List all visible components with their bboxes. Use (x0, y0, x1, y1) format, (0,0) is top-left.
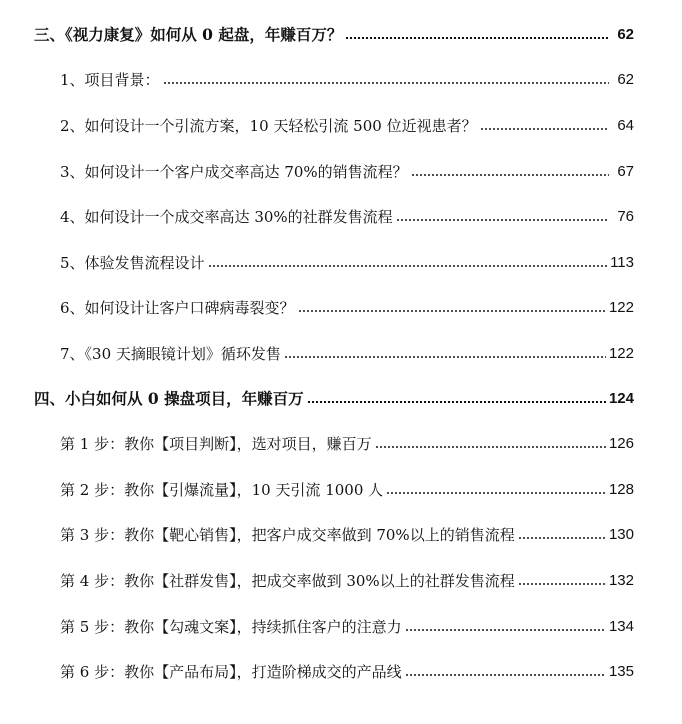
toc-entry-page: 126 (608, 434, 634, 452)
dot-leader (518, 583, 606, 585)
toc-entry-title: 5、体验发售流程设计 (60, 253, 205, 272)
dot-leader (163, 82, 609, 84)
toc-entry-title: 2、如何设计一个引流方案，10 天轻松引流 500 位近视患者？ (60, 116, 477, 135)
toc-entry-page: 135 (608, 662, 634, 680)
dot-leader (480, 128, 609, 130)
toc-entry-title: 第 5 步：教你【勾魂文案】，持续抓住客户的注意力 (60, 617, 402, 636)
toc-entry[interactable] (0, 64, 682, 94)
toc-entry-page: 130 (608, 525, 634, 543)
toc-entry-page: 132 (608, 571, 634, 589)
dot-leader (375, 446, 606, 448)
dot-leader (396, 219, 609, 221)
toc-entry[interactable] (0, 338, 682, 368)
dot-leader (405, 629, 606, 631)
toc-entry[interactable] (0, 519, 682, 549)
toc-entry-page: 76 (617, 207, 634, 225)
toc-entry[interactable] (0, 110, 682, 140)
dot-leader (411, 174, 609, 176)
toc-entry[interactable] (0, 611, 682, 641)
toc-entry[interactable] (0, 201, 682, 231)
dot-leader (386, 492, 606, 494)
toc-entry-page: 62 (617, 25, 634, 43)
toc-entry-page: 128 (608, 480, 634, 498)
dot-leader (518, 537, 606, 539)
toc-entry-title: 第 2 步：教你【引爆流量】，10 天引流 1000 人 (60, 480, 384, 499)
dot-leader (208, 265, 608, 267)
toc-entry[interactable] (0, 565, 682, 595)
toc-entry-page: 122 (608, 298, 634, 316)
toc-entry-title: 第 3 步：教你【靶心销售】，把客户成交率做到 70%以上的销售流程 (60, 525, 515, 544)
toc-entry-title: 6、如何设计让客户口碑病毒裂变？ (60, 298, 295, 317)
toc-entry-page: 62 (617, 70, 634, 88)
toc-entry-page: 113 (610, 253, 634, 271)
dot-leader (284, 356, 606, 358)
toc-entry-page: 67 (617, 162, 634, 180)
toc-entry-title: 1、项目背景： (60, 70, 160, 89)
toc-entry[interactable] (0, 656, 682, 686)
toc-entry[interactable] (0, 428, 682, 458)
toc-entry-title: 三、《视力康复》如何从 0 起盘，年赚百万？ (34, 25, 343, 44)
toc-entry[interactable] (0, 474, 682, 504)
toc-entry-title: 第 4 步：教你【社群发售】，把成交率做到 30%以上的社群发售流程 (60, 571, 515, 590)
toc-entry-section-3[interactable] (0, 19, 682, 49)
toc-entry-section-4[interactable] (0, 383, 682, 413)
toc-entry-page: 124 (608, 389, 634, 407)
toc-entry[interactable] (0, 292, 682, 322)
toc-entry-title: 3、如何设计一个客户成交率高达 70%的销售流程？ (60, 162, 408, 181)
dot-leader (345, 37, 609, 39)
toc-entry-page: 64 (617, 116, 634, 134)
toc-entry-title: 7、《30 天摘眼镜计划》循环发售 (60, 344, 281, 363)
toc-entry-title: 第 6 步：教你【产品布局】，打造阶梯成交的产品线 (60, 662, 402, 681)
dot-leader (405, 674, 606, 676)
toc-entry[interactable] (0, 247, 682, 277)
toc-entry-title: 4、如何设计一个成交率高达 30%的社群发售流程 (60, 207, 393, 226)
toc-entry-page: 134 (608, 617, 634, 635)
dot-leader (307, 401, 606, 403)
dot-leader (298, 310, 606, 312)
toc-entry[interactable] (0, 156, 682, 186)
toc-entry-title: 第 1 步：教你【项目判断】，选对项目，赚百万 (60, 434, 372, 453)
toc-entry-page: 122 (608, 344, 634, 362)
toc-entry-title: 四、小白如何从 0 操盘项目，年赚百万 (34, 389, 304, 408)
